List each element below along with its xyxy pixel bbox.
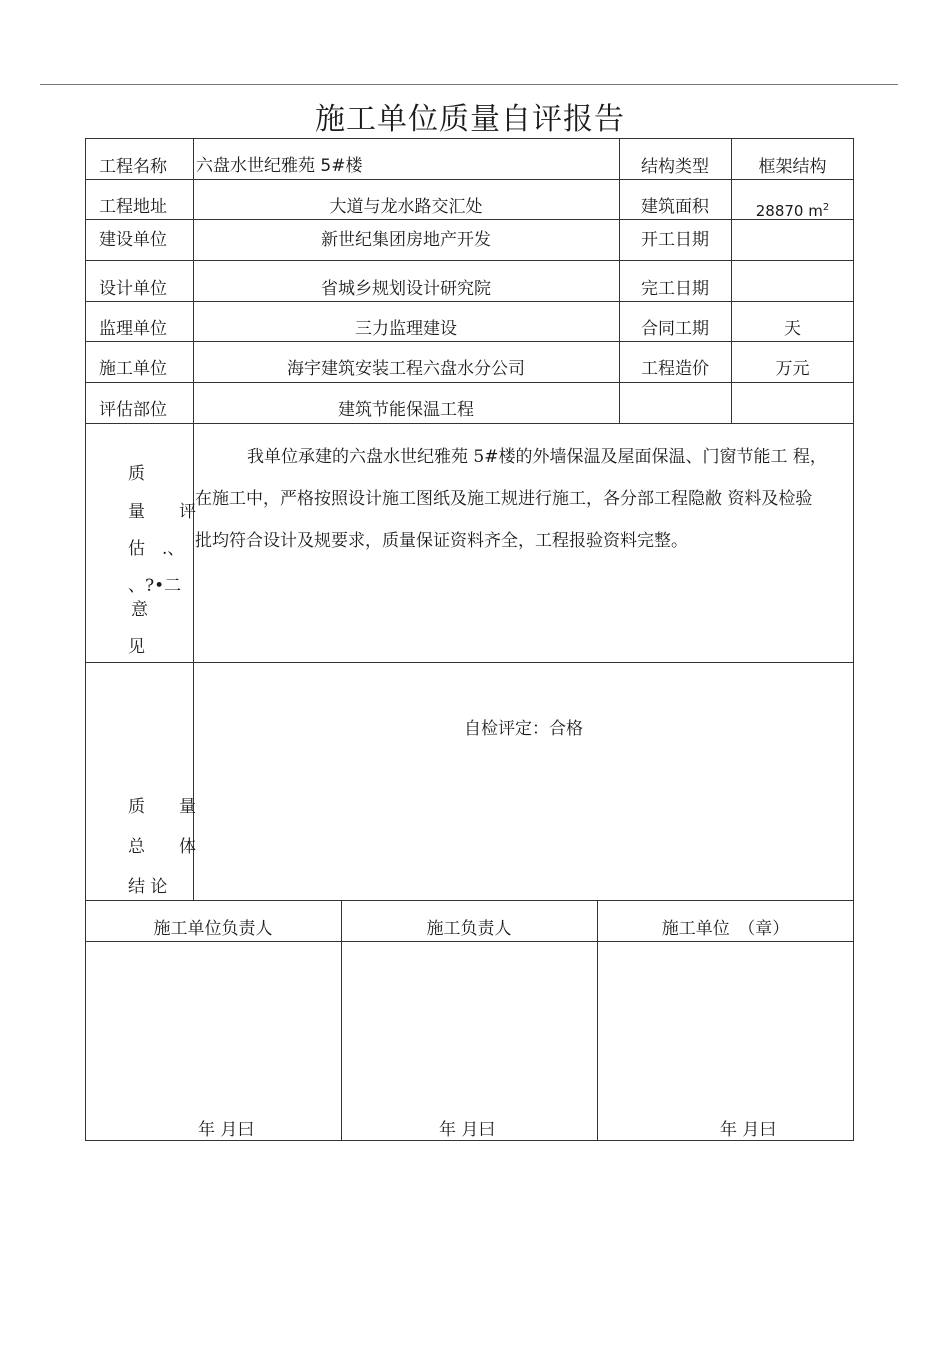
page-title: 施工单位质量自评报告 <box>315 102 625 137</box>
signature-header: 施工单位负责人 <box>153 919 273 939</box>
opinion-label-line: 质 <box>128 464 145 484</box>
label-finish-date: 完工日期 <box>641 279 709 299</box>
value-designer: 省城乡规划设计研究院 <box>321 279 491 299</box>
conclusion-label-line: 总 体 <box>128 837 196 857</box>
floor-area-unit-sup: 2 <box>822 202 830 213</box>
label-project-cost: 工程造价 <box>641 359 709 379</box>
label-floor-area: 建筑面积 <box>641 197 709 217</box>
signature-date: 年 月曰 <box>439 1120 496 1140</box>
row-divider <box>85 179 854 180</box>
opinion-text <box>195 436 851 562</box>
header-rule <box>40 84 898 85</box>
value-structure-type: 框架结构 <box>758 157 827 177</box>
conclusion-label-line: 质 量 <box>128 797 196 817</box>
opinion-text-line: 批均符合设计及规要求，质量保证资料齐全，工程报验资料完整。 <box>195 531 688 551</box>
opinion-text-line: 在施工中，严格按照设计施工图纸及施工规进行施工，各分部工程隐敝 资料及检验 <box>195 489 813 509</box>
label-supervisor: 监理单位 <box>99 319 167 339</box>
row-divider <box>85 941 854 942</box>
opinion-label-line: 估 .、 <box>128 539 185 559</box>
conclusion-text: 自检评定：合格 <box>464 719 583 739</box>
label-structure-type: 结构类型 <box>641 157 709 177</box>
row-divider <box>85 382 854 383</box>
label-designer: 设计单位 <box>99 279 167 299</box>
value-project-cost: 万元 <box>775 359 810 379</box>
signature-header: 施工单位 （章） <box>661 919 790 939</box>
label-start-date: 开工日期 <box>641 230 709 250</box>
row-divider <box>85 341 854 342</box>
opinion-label-line: 见 <box>128 637 145 657</box>
value-builder: 海宇建筑安装工程六盘水分公司 <box>287 359 525 379</box>
value-floor-area <box>731 198 854 221</box>
label-project-name: 工程名称 <box>99 157 167 177</box>
value-contract-period: 天 <box>784 319 801 339</box>
floor-area-number: 28870 m <box>755 202 823 220</box>
opinion-label-line: 量 评 <box>128 502 196 522</box>
row-divider <box>85 662 854 663</box>
opinion-label-line: 、?•二 <box>128 576 182 596</box>
opinion-label-line: 意 <box>131 600 148 620</box>
row-divider <box>85 260 854 261</box>
signature-header: 施工负责人 <box>426 919 512 939</box>
value-assessment: 建筑节能保温工程 <box>338 400 474 420</box>
conclusion-label-line: 结 论 <box>128 877 168 897</box>
label-builder: 施工单位 <box>99 359 167 379</box>
label-address: 工程地址 <box>99 197 167 217</box>
label-assessment: 评估部位 <box>99 400 167 420</box>
signature-date: 年 月曰 <box>720 1120 777 1140</box>
value-supervisor: 三力监理建设 <box>355 319 457 339</box>
value-project-name: 六盘水世纪雅苑 5#楼 <box>196 156 363 176</box>
label-owner: 建设单位 <box>99 230 167 250</box>
value-owner: 新世纪集团房地产开发 <box>321 230 491 250</box>
row-divider <box>85 301 854 302</box>
row-divider <box>85 900 854 901</box>
signature-date: 年 月曰 <box>198 1120 255 1140</box>
label-contract-period: 合同工期 <box>641 319 709 339</box>
value-address: 大道与龙水路交汇处 <box>329 197 483 217</box>
col-divider <box>731 138 732 423</box>
row-divider <box>85 423 854 424</box>
opinion-text-line: 我单位承建的六盘水世纪雅苑 5#楼的外墙保温及屋面保温、门窗节能工 程， <box>247 447 827 467</box>
